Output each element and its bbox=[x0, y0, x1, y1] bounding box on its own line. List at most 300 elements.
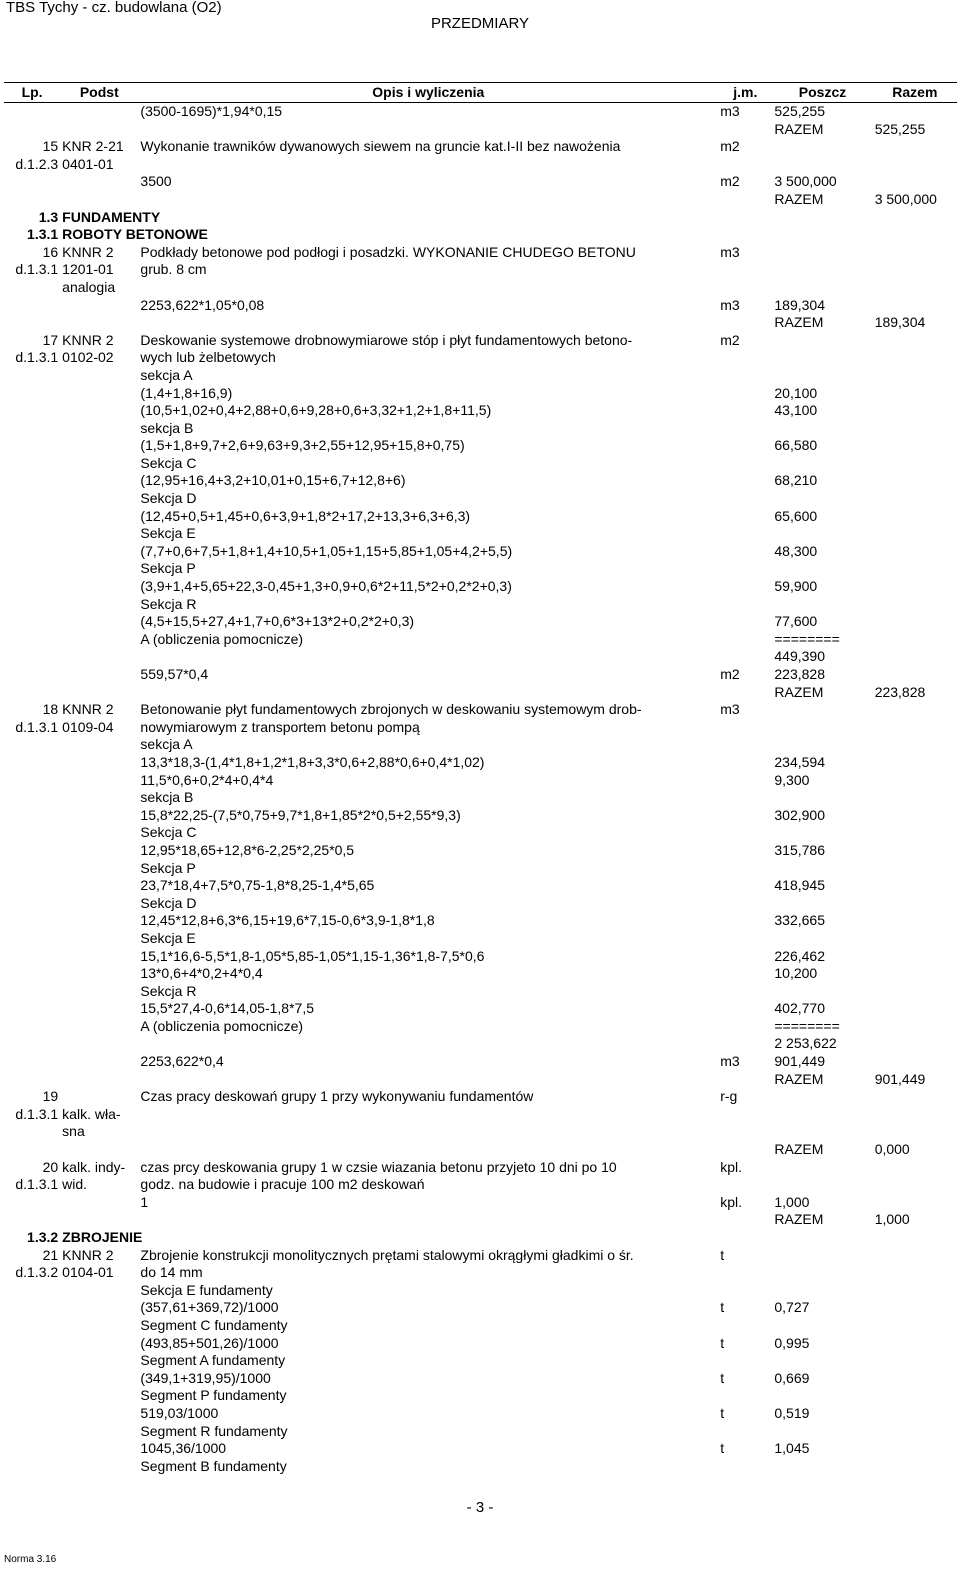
table-row bbox=[4, 1211, 957, 1229]
cell-poszcz bbox=[772, 860, 872, 878]
cell-podst bbox=[60, 684, 138, 702]
cell-lp bbox=[4, 1405, 60, 1423]
cell-opis: 15,1*16,6-5,5*1,8-1,05*5,85-1,05*1,15-1,36*1,8-7,5*0,6 bbox=[140, 947, 485, 964]
table-row bbox=[4, 332, 957, 350]
cell-opis: Sekcja P bbox=[140, 859, 196, 876]
cell-jm: t bbox=[720, 1404, 725, 1421]
cell-razem bbox=[873, 349, 957, 367]
cell-lp bbox=[4, 596, 60, 614]
cell-opis: (1,5+1,8+9,7+2,6+9,63+9,3+2,55+12,95+15,8+0,75) bbox=[140, 437, 465, 454]
cell-podst bbox=[60, 1088, 138, 1106]
cell-lp bbox=[4, 1299, 60, 1317]
cell-podst bbox=[60, 912, 138, 930]
cell-jm bbox=[718, 121, 772, 139]
cell-podst bbox=[60, 490, 138, 508]
cell-podst: 0102-02 bbox=[62, 349, 114, 366]
cell-razem bbox=[873, 948, 957, 966]
table-row bbox=[4, 1000, 957, 1018]
table-row bbox=[4, 385, 957, 403]
cell-lp bbox=[4, 1282, 60, 1300]
cell-opis: Sekcja E bbox=[140, 929, 196, 946]
cell-lp bbox=[4, 385, 60, 403]
cell-razem bbox=[873, 1159, 957, 1177]
cell-jm bbox=[718, 684, 772, 702]
cell-jm: t bbox=[720, 1334, 725, 1351]
col-header-opis: Opis i wyliczenia bbox=[138, 83, 718, 103]
cell-lp bbox=[4, 1018, 60, 1036]
cell-jm: m2 bbox=[720, 331, 740, 348]
table-row bbox=[4, 684, 957, 702]
table-row bbox=[4, 860, 957, 878]
cell-poszcz: RAZEM bbox=[774, 120, 824, 137]
cell-opis: 13*0,6+4*0,2+4*0,4 bbox=[140, 965, 263, 982]
cell-podst: kalk. indy- bbox=[62, 1158, 126, 1175]
cell-jm bbox=[718, 807, 772, 825]
cell-podst bbox=[60, 543, 138, 561]
cell-poszcz: 226,462 bbox=[774, 947, 825, 964]
table-row bbox=[4, 965, 957, 983]
cell-opis: 1 bbox=[140, 1193, 149, 1210]
cell-razem bbox=[873, 490, 957, 508]
cell-poszcz bbox=[772, 1106, 872, 1124]
cell-jm bbox=[718, 1000, 772, 1018]
cell-jm bbox=[718, 1123, 772, 1141]
cell-poszcz: RAZEM bbox=[774, 683, 824, 700]
table-row bbox=[4, 1035, 957, 1053]
cell-lp bbox=[4, 860, 60, 878]
table-row bbox=[4, 420, 957, 438]
cell-jm: kpl. bbox=[720, 1193, 743, 1210]
cell-opis: 1045,36/1000 bbox=[140, 1440, 227, 1457]
cell-razem bbox=[873, 1299, 957, 1317]
cell-lp bbox=[4, 948, 60, 966]
cell-razem: 525,255 bbox=[874, 120, 926, 137]
cell-opis: Sekcja R bbox=[140, 595, 197, 612]
table-row bbox=[4, 1176, 957, 1194]
cell-jm: t bbox=[720, 1440, 725, 1457]
table-row bbox=[4, 613, 957, 631]
cell-opis: (12,95+16,4+3,2+10,01+0,15+6,7+12,8+6) bbox=[140, 472, 406, 489]
cell-poszcz: 234,594 bbox=[774, 753, 825, 770]
cell-podst bbox=[60, 1000, 138, 1018]
cell-jm bbox=[718, 1035, 772, 1053]
cell-poszcz: 20,100 bbox=[774, 384, 818, 401]
cell-jm: m2 bbox=[720, 173, 740, 190]
cell-jm bbox=[718, 1423, 772, 1441]
cell-opis bbox=[138, 684, 718, 702]
cell-razem bbox=[873, 596, 957, 614]
cell-opis: 2253,622*0,4 bbox=[140, 1053, 224, 1070]
table-row bbox=[4, 525, 957, 543]
cell-jm bbox=[718, 402, 772, 420]
cell-podst bbox=[60, 121, 138, 139]
cell-razem bbox=[873, 1229, 957, 1247]
table-row bbox=[4, 367, 957, 385]
table-row bbox=[4, 1440, 957, 1458]
cell-jm bbox=[718, 455, 772, 473]
cell-podst bbox=[60, 1035, 138, 1053]
cell-razem bbox=[873, 912, 957, 930]
cell-poszcz bbox=[772, 244, 872, 262]
cell-podst bbox=[60, 824, 138, 842]
cell-jm bbox=[718, 895, 772, 913]
cell-lp bbox=[4, 455, 60, 473]
cell-podst bbox=[60, 191, 138, 209]
cell-lp: d.1.3.1 bbox=[15, 261, 59, 278]
cell-jm bbox=[718, 1106, 772, 1124]
table-row bbox=[4, 1071, 957, 1089]
cell-razem bbox=[873, 1282, 957, 1300]
cell-lp bbox=[4, 613, 60, 631]
cell-poszcz: 189,304 bbox=[774, 296, 825, 313]
cell-poszcz bbox=[772, 1159, 872, 1177]
cell-podst bbox=[60, 367, 138, 385]
cell-jm bbox=[718, 1071, 772, 1089]
cell-razem bbox=[873, 1423, 957, 1441]
cell-lp bbox=[4, 173, 60, 191]
cell-razem bbox=[873, 1352, 957, 1370]
cell-jm bbox=[718, 1211, 772, 1229]
cell-podst: 0104-01 bbox=[62, 1264, 114, 1281]
cell-opis: Czas pracy deskowań grupy 1 przy wykonywaniu fundamentów bbox=[140, 1088, 534, 1105]
table-row bbox=[4, 631, 957, 649]
table-row bbox=[4, 719, 957, 737]
cell-podst bbox=[60, 385, 138, 403]
cell-lp: d.1.3.1 bbox=[15, 718, 59, 735]
cell-poszcz: RAZEM bbox=[774, 190, 824, 207]
cell-opis: A (obliczenia pomocnicze) bbox=[140, 1017, 304, 1034]
cell-podst bbox=[60, 613, 138, 631]
cell-opis: (3500-1695)*1,94*0,15 bbox=[140, 103, 283, 119]
cell-jm bbox=[718, 191, 772, 209]
table-row bbox=[4, 1405, 957, 1423]
cell-razem bbox=[873, 103, 957, 121]
cell-podst bbox=[60, 631, 138, 649]
cell-lp bbox=[4, 1387, 60, 1405]
cell-lp: 1.3.2 bbox=[27, 1229, 59, 1245]
table-row bbox=[4, 578, 957, 596]
cell-poszcz: 1,045 bbox=[774, 1440, 810, 1457]
table-row bbox=[4, 807, 957, 825]
cell-jm bbox=[718, 156, 772, 174]
table-row bbox=[4, 1370, 957, 1388]
cell-jm bbox=[718, 472, 772, 490]
cell-jm bbox=[718, 613, 772, 631]
cell-razem bbox=[873, 1194, 957, 1212]
cell-jm bbox=[718, 772, 772, 790]
cell-razem bbox=[873, 1317, 957, 1335]
cell-lp bbox=[4, 121, 60, 139]
cell-opis bbox=[138, 1211, 718, 1229]
cell-opis: 12,45*12,8+6,3*6,15+19,6*7,15-0,6*3,9-1,8*1,8 bbox=[140, 912, 435, 929]
cell-razem bbox=[873, 648, 957, 666]
cell-razem bbox=[873, 983, 957, 1001]
cell-lp bbox=[4, 1423, 60, 1441]
cell-jm bbox=[718, 314, 772, 332]
cell-opis: (10,5+1,02+0,4+2,88+0,6+9,28+0,6+3,32+1,2+1,8+11,5) bbox=[140, 402, 492, 419]
cell-razem bbox=[873, 613, 957, 631]
cell-podst bbox=[60, 930, 138, 948]
cell-jm: m3 bbox=[720, 296, 740, 313]
cell-razem bbox=[873, 701, 957, 719]
table-row bbox=[4, 261, 957, 279]
cell-poszcz: ======== bbox=[774, 630, 840, 647]
cell-opis bbox=[138, 1071, 718, 1089]
cell-poszcz bbox=[772, 349, 872, 367]
cell-jm bbox=[718, 209, 772, 227]
cell-poszcz: 68,210 bbox=[774, 472, 818, 489]
cell-poszcz bbox=[772, 824, 872, 842]
cell-lp: 1.3.1 bbox=[27, 226, 59, 243]
cell-lp bbox=[4, 1035, 60, 1053]
table-row bbox=[4, 983, 957, 1001]
cell-poszcz bbox=[772, 596, 872, 614]
cell-jm bbox=[718, 1018, 772, 1036]
cell-opis bbox=[138, 191, 718, 209]
cell-podst bbox=[60, 103, 138, 121]
cell-lp bbox=[4, 754, 60, 772]
cell-razem: 1,000 bbox=[874, 1211, 910, 1228]
document-title: TBS Tychy - cz. budowlana (O2) bbox=[6, 0, 222, 16]
cell-lp bbox=[4, 560, 60, 578]
cell-lp: d.1.3.1 bbox=[15, 1105, 59, 1122]
estimate-table bbox=[4, 82, 957, 1475]
cell-jm: m2 bbox=[720, 138, 740, 155]
cell-razem bbox=[873, 455, 957, 473]
cell-opis bbox=[138, 121, 718, 139]
table-row bbox=[4, 930, 957, 948]
cell-lp bbox=[4, 930, 60, 948]
cell-lp bbox=[4, 1370, 60, 1388]
table-row bbox=[4, 1018, 957, 1036]
cell-podst bbox=[60, 648, 138, 666]
cell-opis: (3,9+1,4+5,65+22,3-0,45+1,3+0,9+0,6*2+11,5*2+0,2*2+0,3) bbox=[140, 578, 512, 595]
table-row bbox=[4, 1317, 957, 1335]
cell-opis: Sekcja E bbox=[140, 525, 196, 542]
cell-jm bbox=[718, 226, 772, 244]
cell-razem: 901,449 bbox=[874, 1070, 926, 1087]
cell-poszcz: 3 500,000 bbox=[774, 173, 837, 190]
cell-lp: d.1.3.1 bbox=[15, 349, 59, 366]
cell-razem bbox=[873, 789, 957, 807]
cell-poszcz bbox=[772, 490, 872, 508]
cell-lp bbox=[4, 1317, 60, 1335]
cell-opis: 11,5*0,6+0,2*4+0,4*4 bbox=[140, 771, 274, 788]
cell-podst bbox=[60, 860, 138, 878]
table-row bbox=[4, 1423, 957, 1441]
cell-lp bbox=[4, 983, 60, 1001]
cell-poszcz bbox=[772, 1229, 872, 1247]
cell-opis: nowymiarowym z transportem betonu pompą bbox=[140, 718, 420, 735]
cell-podst bbox=[60, 965, 138, 983]
cell-jm bbox=[718, 279, 772, 297]
cell-lp bbox=[4, 525, 60, 543]
cell-razem bbox=[873, 1000, 957, 1018]
cell-podst bbox=[60, 472, 138, 490]
cell-razem bbox=[873, 877, 957, 895]
cell-poszcz: 901,449 bbox=[774, 1053, 825, 1070]
cell-lp bbox=[4, 437, 60, 455]
cell-podst bbox=[60, 754, 138, 772]
cell-lp: 20 bbox=[42, 1158, 59, 1175]
cell-razem bbox=[873, 1458, 957, 1476]
table-row bbox=[4, 1458, 957, 1476]
cell-opis: (357,61+369,72)/1000 bbox=[140, 1299, 279, 1316]
cell-podst bbox=[60, 1440, 138, 1458]
cell-lp bbox=[4, 490, 60, 508]
cell-jm: t bbox=[720, 1369, 725, 1386]
cell-razem bbox=[873, 402, 957, 420]
cell-podst bbox=[60, 1423, 138, 1441]
cell-poszcz bbox=[772, 560, 872, 578]
cell-podst bbox=[60, 877, 138, 895]
cell-podst: kalk. wła- bbox=[62, 1105, 121, 1122]
cell-lp bbox=[4, 1352, 60, 1370]
cell-opis: Sekcja P bbox=[140, 560, 196, 577]
cell-jm: m3 bbox=[720, 701, 740, 718]
cell-opis: A (obliczenia pomocnicze) bbox=[140, 630, 304, 647]
table-row bbox=[4, 1247, 957, 1265]
cell-lp: d.1.3.1 bbox=[15, 1176, 59, 1193]
cell-opis: Segment C fundamenty bbox=[140, 1316, 288, 1333]
table-row bbox=[4, 244, 957, 262]
cell-podst bbox=[60, 578, 138, 596]
cell-opis: 15,8*22,25-(7,5*0,75+9,7*1,8+1,85*2*0,5+2,55*9,3) bbox=[140, 806, 461, 823]
cell-razem bbox=[873, 367, 957, 385]
cell-lp bbox=[4, 1335, 60, 1353]
cell-razem bbox=[873, 1370, 957, 1388]
table-header-row bbox=[4, 83, 957, 103]
table-row bbox=[4, 1387, 957, 1405]
cell-razem bbox=[873, 736, 957, 754]
cell-poszcz bbox=[772, 789, 872, 807]
cell-poszcz bbox=[772, 138, 872, 156]
cell-jm bbox=[718, 789, 772, 807]
cell-podst bbox=[60, 173, 138, 191]
cell-opis: Wykonanie trawników dywanowych siewem na gruncie kat.I-II bez nawożenia bbox=[140, 138, 621, 155]
cell-jm bbox=[718, 525, 772, 543]
cell-poszcz bbox=[772, 719, 872, 737]
cell-lp bbox=[4, 631, 60, 649]
cell-podst: KNR 2-21 bbox=[62, 138, 124, 155]
cell-jm bbox=[718, 842, 772, 860]
cell-razem bbox=[873, 156, 957, 174]
table-row bbox=[4, 297, 957, 315]
cell-poszcz: 0,669 bbox=[774, 1369, 810, 1386]
cell-opis: sekcja A bbox=[140, 736, 193, 753]
col-header-jm: j.m. bbox=[718, 83, 772, 103]
cell-razem bbox=[873, 1106, 957, 1124]
cell-poszcz bbox=[772, 156, 872, 174]
cell-razem bbox=[873, 666, 957, 684]
cell-jm: m3 bbox=[720, 243, 740, 260]
cell-jm bbox=[718, 648, 772, 666]
cell-poszcz bbox=[772, 1458, 872, 1476]
cell-opis bbox=[138, 1123, 718, 1141]
cell-jm bbox=[718, 1264, 772, 1282]
cell-lp bbox=[4, 824, 60, 842]
cell-poszcz: 418,945 bbox=[774, 877, 825, 894]
table-row bbox=[4, 1229, 957, 1247]
cell-opis: sekcja A bbox=[140, 366, 193, 383]
cell-podst bbox=[60, 1282, 138, 1300]
cell-podst bbox=[60, 1194, 138, 1212]
cell-opis bbox=[138, 279, 718, 297]
cell-podst bbox=[60, 1458, 138, 1476]
cell-opis: (349,1+319,95)/1000 bbox=[140, 1369, 271, 1386]
cell-razem bbox=[873, 437, 957, 455]
table-row bbox=[4, 191, 957, 209]
cell-podst bbox=[60, 314, 138, 332]
cell-lp bbox=[4, 279, 60, 297]
cell-razem bbox=[873, 842, 957, 860]
cell-poszcz bbox=[772, 332, 872, 350]
cell-razem bbox=[873, 1035, 957, 1053]
cell-jm bbox=[718, 912, 772, 930]
cell-lp bbox=[4, 965, 60, 983]
cell-lp bbox=[4, 1141, 60, 1159]
cell-podst bbox=[60, 508, 138, 526]
cell-opis bbox=[138, 1035, 718, 1053]
cell-podst bbox=[60, 1387, 138, 1405]
table-row bbox=[4, 156, 957, 174]
cell-podst: KNNR 2 bbox=[62, 331, 114, 348]
cell-opis: 3500 bbox=[140, 173, 172, 190]
cell-poszcz bbox=[772, 226, 872, 244]
cell-razem bbox=[873, 860, 957, 878]
cell-podst bbox=[60, 1299, 138, 1317]
cell-poszcz: 223,828 bbox=[774, 666, 825, 682]
cell-razem bbox=[873, 930, 957, 948]
cell-lp bbox=[4, 420, 60, 438]
cell-opis: 519,03/1000 bbox=[140, 1404, 219, 1421]
cell-poszcz: 48,300 bbox=[774, 542, 818, 559]
cell-poszcz bbox=[772, 1387, 872, 1405]
cell-razem bbox=[873, 508, 957, 526]
cell-poszcz: RAZEM bbox=[774, 1070, 824, 1087]
cell-poszcz bbox=[772, 1088, 872, 1106]
cell-lp bbox=[4, 1458, 60, 1476]
cell-poszcz bbox=[772, 1176, 872, 1194]
cell-razem: 3 500,000 bbox=[874, 190, 937, 207]
cell-podst bbox=[60, 1317, 138, 1335]
col-header-lp: Lp. bbox=[4, 83, 60, 103]
cell-opis: czas prcy deskowania grupy 1 w czsie wiazania betonu przyjeto 10 dni po 10 bbox=[140, 1158, 617, 1175]
cell-podst bbox=[60, 666, 138, 684]
cell-podst: KNNR 2 bbox=[62, 1246, 114, 1263]
cell-opis: Sekcja D bbox=[140, 490, 197, 507]
cell-opis bbox=[138, 1229, 718, 1247]
cell-lp bbox=[4, 314, 60, 332]
cell-podst: KNNR 2 bbox=[62, 243, 114, 260]
table-row bbox=[4, 1141, 957, 1159]
cell-poszcz bbox=[772, 930, 872, 948]
table-row bbox=[4, 1264, 957, 1282]
cell-opis bbox=[138, 209, 718, 227]
cell-razem bbox=[873, 1247, 957, 1265]
cell-poszcz: 43,100 bbox=[774, 402, 818, 419]
cell-poszcz bbox=[772, 736, 872, 754]
cell-poszcz: 315,786 bbox=[774, 841, 825, 858]
cell-razem bbox=[873, 824, 957, 842]
table-row bbox=[4, 508, 957, 526]
cell-opis: (4,5+15,5+27,4+1,7+0,6*3+13*2+0,2*2+0,3) bbox=[140, 613, 415, 630]
table-row bbox=[4, 1123, 957, 1141]
cell-podst bbox=[60, 1053, 138, 1071]
table-row bbox=[4, 895, 957, 913]
cell-poszcz: 77,600 bbox=[774, 613, 818, 630]
cell-razem: 189,304 bbox=[874, 314, 926, 331]
